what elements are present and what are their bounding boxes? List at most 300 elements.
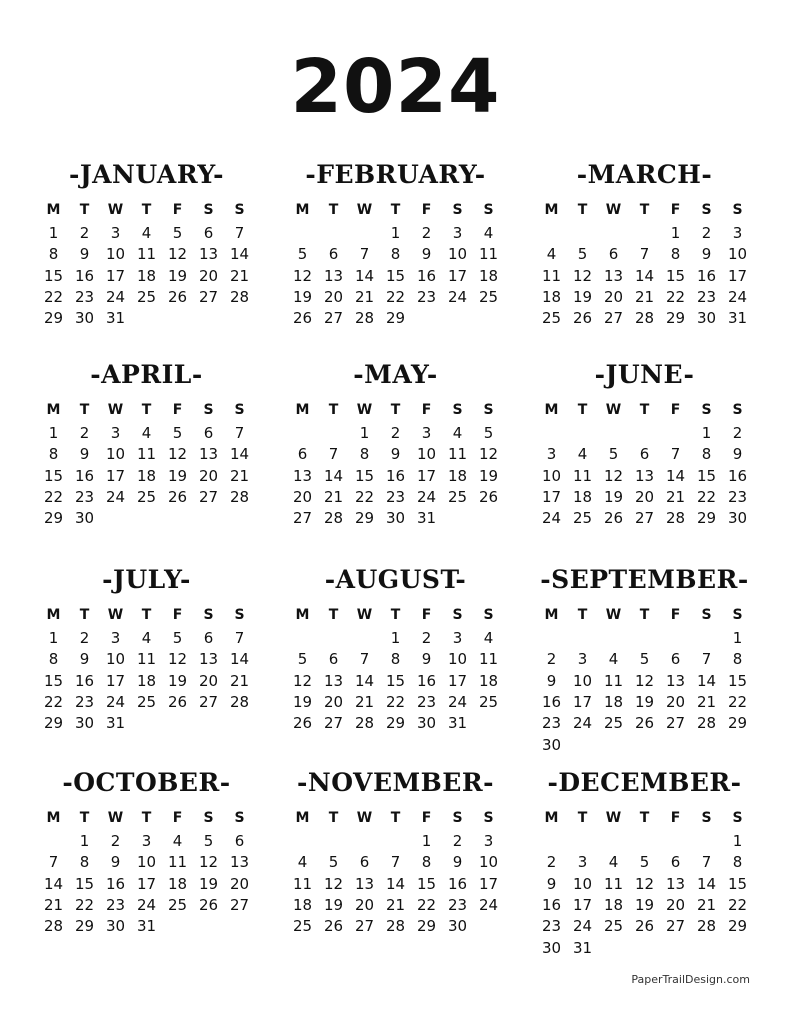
weekday-header: T — [79, 810, 90, 826]
day-cell: 26 — [167, 287, 188, 306]
weekday-header: S — [452, 607, 463, 623]
day-cell: 31 — [136, 917, 157, 936]
day-cell: 21 — [696, 895, 717, 914]
day-cell: 16 — [74, 466, 95, 485]
day-cell: 21 — [354, 287, 375, 306]
day-cell: 15 — [696, 466, 717, 485]
weekday-header: S — [452, 202, 463, 218]
day-cell: 4 — [141, 424, 152, 442]
day-cell: 2 — [701, 224, 712, 242]
day-cell: 5 — [172, 629, 183, 647]
weekday-header: T — [577, 607, 588, 623]
day-cell: 9 — [79, 650, 90, 669]
day-cell: 28 — [354, 714, 375, 733]
day-cell: 15 — [43, 671, 64, 690]
day-cell: 17 — [136, 874, 157, 893]
day-cell: 14 — [43, 874, 64, 893]
day-cell: 16 — [74, 671, 95, 690]
weekday-header: T — [328, 607, 339, 623]
day-cell: 13 — [603, 266, 624, 285]
day-cell: 16 — [447, 874, 468, 893]
day-cell: 31 — [727, 309, 748, 328]
day-cell: 21 — [696, 692, 717, 711]
weekday-header: S — [234, 607, 245, 623]
day-cell: 5 — [172, 224, 183, 242]
day-cell: 20 — [198, 671, 219, 690]
day-cell: 4 — [577, 445, 588, 464]
day-cell: 1 — [48, 629, 59, 647]
day-cell: 23 — [541, 917, 562, 936]
day-cell: 19 — [292, 692, 313, 711]
day-cell: 26 — [292, 714, 313, 733]
day-cell: 5 — [608, 445, 619, 464]
day-cell: 5 — [328, 853, 339, 872]
weekday-header: S — [732, 607, 743, 623]
day-cell: 9 — [421, 245, 432, 264]
day-cell: 12 — [167, 650, 188, 669]
day-cell: 8 — [79, 853, 90, 872]
weekday-header: T — [390, 402, 401, 418]
day-cell: 17 — [478, 874, 499, 893]
weekday-header: S — [452, 402, 463, 418]
day-cell: 15 — [727, 671, 748, 690]
day-cell: 12 — [292, 266, 313, 285]
day-cell: 24 — [447, 692, 468, 711]
day-cell: 3 — [141, 832, 152, 850]
day-cell: 14 — [354, 266, 375, 285]
weekday-header: S — [203, 810, 214, 826]
day-cell: 25 — [603, 917, 624, 936]
weekday-header: S — [701, 810, 712, 826]
day-cell: 7 — [670, 445, 681, 464]
day-cell: 3 — [110, 424, 121, 442]
day-cell: 19 — [478, 466, 499, 485]
day-cell: 28 — [665, 509, 686, 528]
day-cell: 20 — [198, 466, 219, 485]
day-cell: 24 — [727, 287, 748, 306]
day-cell: 4 — [141, 629, 152, 647]
day-cell: 30 — [541, 735, 562, 754]
day-cell: 25 — [478, 287, 499, 306]
day-cell: 7 — [234, 629, 245, 647]
day-cell: 11 — [478, 650, 499, 669]
day-cell: 21 — [634, 287, 655, 306]
month-title: -SEPTEMBER- — [540, 565, 749, 594]
day-cell: 14 — [634, 266, 655, 285]
day-cell: 3 — [732, 224, 743, 242]
day-cell: 13 — [229, 853, 250, 872]
day-cell: 16 — [74, 266, 95, 285]
day-cell: 19 — [292, 287, 313, 306]
day-cell: 15 — [385, 266, 406, 285]
day-cell: 10 — [416, 445, 437, 464]
day-cell: 8 — [670, 245, 681, 264]
day-cell: 24 — [105, 487, 126, 506]
day-cell: 14 — [323, 466, 344, 485]
day-cell: 22 — [385, 692, 406, 711]
weekday-header: T — [141, 607, 152, 623]
day-cell: 10 — [136, 853, 157, 872]
weekday-header: F — [421, 607, 432, 623]
day-cell: 10 — [447, 650, 468, 669]
day-cell: 25 — [447, 487, 468, 506]
day-cell: 3 — [421, 424, 432, 442]
day-cell: 17 — [416, 466, 437, 485]
day-cell: 9 — [701, 245, 712, 264]
day-cell: 25 — [292, 917, 313, 936]
day-cell: 2 — [79, 629, 90, 647]
day-cell: 9 — [452, 853, 463, 872]
day-cell: 13 — [354, 874, 375, 893]
day-cell: 22 — [43, 487, 64, 506]
day-cell: 29 — [696, 509, 717, 528]
day-cell: 7 — [639, 245, 650, 264]
weekday-header: S — [701, 202, 712, 218]
day-cell: 30 — [696, 309, 717, 328]
day-cell: 6 — [639, 445, 650, 464]
day-cell: 14 — [229, 445, 250, 464]
day-cell: 31 — [416, 509, 437, 528]
month-title: -MARCH- — [576, 160, 713, 189]
weekday-header: F — [172, 202, 183, 218]
day-cell: 1 — [390, 629, 401, 647]
day-cell: 22 — [727, 692, 748, 711]
day-cell: 7 — [359, 650, 370, 669]
weekday-header: S — [483, 202, 494, 218]
day-cell: 18 — [572, 487, 593, 506]
day-cell: 16 — [727, 466, 748, 485]
day-cell: 6 — [328, 245, 339, 264]
day-cell: 24 — [416, 487, 437, 506]
day-cell: 10 — [447, 245, 468, 264]
day-cell: 9 — [421, 650, 432, 669]
day-cell: 21 — [665, 487, 686, 506]
day-cell: 16 — [105, 874, 126, 893]
day-cell: 10 — [105, 650, 126, 669]
day-cell: 11 — [447, 445, 468, 464]
day-cell: 6 — [203, 424, 214, 442]
month-title: -JULY- — [102, 565, 191, 594]
day-cell: 4 — [546, 245, 557, 264]
day-cell: 1 — [48, 424, 59, 442]
weekday-header: W — [356, 402, 373, 418]
day-cell: 12 — [292, 671, 313, 690]
day-cell: 7 — [234, 424, 245, 442]
day-cell: 2 — [110, 832, 121, 850]
month-title: -APRIL- — [90, 360, 203, 389]
day-cell: 30 — [105, 917, 126, 936]
day-cell: 24 — [541, 509, 562, 528]
weekday-header: T — [141, 402, 152, 418]
day-cell: 18 — [541, 287, 562, 306]
day-cell: 4 — [452, 424, 463, 442]
day-cell: 29 — [416, 917, 437, 936]
day-cell: 20 — [323, 287, 344, 306]
day-cell: 18 — [478, 266, 499, 285]
day-cell: 20 — [292, 487, 313, 506]
day-cell: 23 — [74, 487, 95, 506]
day-cell: 26 — [323, 917, 344, 936]
day-cell: 25 — [136, 287, 157, 306]
day-cell: 15 — [665, 266, 686, 285]
day-cell: 10 — [541, 466, 562, 485]
weekday-header: S — [483, 810, 494, 826]
day-cell: 31 — [105, 714, 126, 733]
weekday-header: F — [670, 607, 681, 623]
day-cell: 19 — [603, 487, 624, 506]
day-cell: 17 — [541, 487, 562, 506]
day-cell: 26 — [292, 309, 313, 328]
day-cell: 28 — [385, 917, 406, 936]
day-cell: 3 — [546, 445, 557, 464]
day-cell: 21 — [354, 692, 375, 711]
day-cell: 29 — [727, 714, 748, 733]
day-cell: 28 — [634, 309, 655, 328]
weekday-header: M — [544, 202, 559, 218]
day-cell: 15 — [385, 671, 406, 690]
day-cell: 7 — [234, 224, 245, 242]
weekday-header: W — [356, 202, 373, 218]
day-cell: 22 — [74, 895, 95, 914]
weekday-header: T — [390, 607, 401, 623]
day-cell: 1 — [732, 629, 743, 647]
weekday-header: W — [356, 810, 373, 826]
day-cell: 8 — [701, 445, 712, 464]
day-cell: 24 — [105, 692, 126, 711]
day-cell: 12 — [603, 466, 624, 485]
weekday-header: S — [732, 810, 743, 826]
month-title: -DECEMBER- — [547, 768, 742, 797]
weekday-header: T — [79, 202, 90, 218]
day-cell: 7 — [390, 853, 401, 872]
day-cell: 13 — [198, 245, 219, 264]
day-cell: 22 — [43, 692, 64, 711]
day-cell: 31 — [105, 309, 126, 328]
day-cell: 12 — [634, 671, 655, 690]
day-cell: 1 — [701, 424, 712, 442]
day-cell: 24 — [478, 895, 499, 914]
day-cell: 15 — [43, 466, 64, 485]
day-cell: 6 — [608, 245, 619, 264]
weekday-header: W — [107, 202, 124, 218]
weekday-header: T — [79, 607, 90, 623]
day-cell: 20 — [665, 895, 686, 914]
weekday-header: T — [577, 402, 588, 418]
day-cell: 27 — [198, 692, 219, 711]
day-cell: 19 — [198, 874, 219, 893]
day-cell: 30 — [74, 714, 95, 733]
day-cell: 11 — [572, 466, 593, 485]
day-cell: 24 — [136, 895, 157, 914]
weekday-header: T — [141, 202, 152, 218]
day-cell: 22 — [385, 287, 406, 306]
day-cell: 8 — [390, 245, 401, 264]
day-cell: 14 — [229, 650, 250, 669]
day-cell: 22 — [354, 487, 375, 506]
day-cell: 11 — [136, 245, 157, 264]
day-cell: 11 — [541, 266, 562, 285]
weekday-header: M — [46, 402, 61, 418]
day-cell: 21 — [323, 487, 344, 506]
day-cell: 23 — [74, 692, 95, 711]
day-cell: 31 — [447, 714, 468, 733]
day-cell: 18 — [136, 266, 157, 285]
weekday-header: T — [390, 810, 401, 826]
day-cell: 19 — [167, 466, 188, 485]
weekday-header: F — [421, 810, 432, 826]
day-cell: 25 — [136, 487, 157, 506]
day-cell: 17 — [447, 671, 468, 690]
day-cell: 19 — [634, 692, 655, 711]
day-cell: 10 — [572, 874, 593, 893]
year-title: 2024 — [290, 44, 501, 130]
day-cell: 8 — [48, 650, 59, 669]
day-cell: 11 — [167, 853, 188, 872]
day-cell: 17 — [447, 266, 468, 285]
weekday-header: T — [79, 402, 90, 418]
weekday-header: M — [295, 607, 310, 623]
day-cell: 13 — [198, 650, 219, 669]
day-cell: 1 — [421, 832, 432, 850]
weekday-header: S — [234, 810, 245, 826]
day-cell: 6 — [297, 445, 308, 464]
day-cell: 16 — [696, 266, 717, 285]
credit-text: PaperTrailDesign.com — [631, 973, 750, 986]
day-cell: 27 — [229, 895, 250, 914]
weekday-header: T — [328, 202, 339, 218]
weekday-header: W — [107, 810, 124, 826]
day-cell: 9 — [390, 445, 401, 464]
day-cell: 21 — [385, 895, 406, 914]
day-cell: 20 — [634, 487, 655, 506]
day-cell: 23 — [696, 287, 717, 306]
day-cell: 27 — [634, 509, 655, 528]
day-cell: 29 — [385, 714, 406, 733]
day-cell: 24 — [447, 287, 468, 306]
day-cell: 12 — [198, 853, 219, 872]
day-cell: 15 — [74, 874, 95, 893]
day-cell: 29 — [43, 509, 64, 528]
day-cell: 30 — [385, 509, 406, 528]
day-cell: 29 — [43, 714, 64, 733]
day-cell: 8 — [48, 245, 59, 264]
day-cell: 7 — [701, 650, 712, 669]
weekday-header: T — [390, 202, 401, 218]
month-title: -FEBRUARY- — [305, 160, 486, 189]
day-cell: 23 — [541, 714, 562, 733]
weekday-header: W — [605, 810, 622, 826]
day-cell: 20 — [665, 692, 686, 711]
day-cell: 22 — [727, 895, 748, 914]
day-cell: 5 — [297, 245, 308, 264]
day-cell: 2 — [79, 424, 90, 442]
weekday-header: T — [639, 810, 650, 826]
weekday-header: S — [701, 607, 712, 623]
month-title: -JANUARY- — [68, 160, 225, 189]
day-cell: 26 — [167, 487, 188, 506]
weekday-header: F — [172, 402, 183, 418]
day-cell: 13 — [665, 671, 686, 690]
day-cell: 25 — [572, 509, 593, 528]
day-cell: 3 — [577, 650, 588, 669]
day-cell: 7 — [48, 853, 59, 872]
day-cell: 30 — [541, 938, 562, 957]
weekday-header: M — [544, 607, 559, 623]
day-cell: 29 — [385, 309, 406, 328]
weekday-header: T — [328, 402, 339, 418]
weekday-header: F — [421, 202, 432, 218]
day-cell: 23 — [727, 487, 748, 506]
day-cell: 22 — [43, 287, 64, 306]
day-cell: 15 — [727, 874, 748, 893]
day-cell: 1 — [732, 832, 743, 850]
day-cell: 25 — [541, 309, 562, 328]
day-cell: 20 — [198, 266, 219, 285]
day-cell: 8 — [48, 445, 59, 464]
day-cell: 5 — [297, 650, 308, 669]
day-cell: 13 — [198, 445, 219, 464]
weekday-header: W — [356, 607, 373, 623]
day-cell: 12 — [167, 445, 188, 464]
day-cell: 18 — [447, 466, 468, 485]
day-cell: 2 — [452, 832, 463, 850]
day-cell: 3 — [452, 629, 463, 647]
day-cell: 21 — [43, 895, 64, 914]
day-cell: 24 — [572, 714, 593, 733]
weekday-header: S — [203, 607, 214, 623]
weekday-header: S — [234, 402, 245, 418]
day-cell: 2 — [421, 224, 432, 242]
day-cell: 2 — [390, 424, 401, 442]
day-cell: 8 — [390, 650, 401, 669]
weekday-header: T — [639, 402, 650, 418]
day-cell: 18 — [603, 692, 624, 711]
day-cell: 23 — [447, 895, 468, 914]
day-cell: 18 — [167, 874, 188, 893]
weekday-header: F — [670, 810, 681, 826]
day-cell: 25 — [603, 714, 624, 733]
day-cell: 8 — [732, 650, 743, 669]
day-cell: 18 — [136, 466, 157, 485]
day-cell: 20 — [603, 287, 624, 306]
day-cell: 25 — [478, 692, 499, 711]
day-cell: 29 — [43, 309, 64, 328]
day-cell: 27 — [354, 917, 375, 936]
day-cell: 30 — [74, 309, 95, 328]
day-cell: 12 — [634, 874, 655, 893]
day-cell: 1 — [79, 832, 90, 850]
day-cell: 16 — [416, 671, 437, 690]
day-cell: 14 — [229, 245, 250, 264]
weekday-header: F — [670, 202, 681, 218]
day-cell: 26 — [634, 917, 655, 936]
day-cell: 5 — [483, 424, 494, 442]
day-cell: 2 — [732, 424, 743, 442]
day-cell: 10 — [727, 245, 748, 264]
weekday-header: M — [46, 607, 61, 623]
day-cell: 16 — [416, 266, 437, 285]
day-cell: 24 — [572, 917, 593, 936]
day-cell: 26 — [478, 487, 499, 506]
day-cell: 17 — [105, 671, 126, 690]
day-cell: 3 — [110, 224, 121, 242]
day-cell: 19 — [167, 266, 188, 285]
day-cell: 27 — [603, 309, 624, 328]
weekday-header: S — [483, 607, 494, 623]
day-cell: 10 — [572, 671, 593, 690]
weekday-header: T — [141, 810, 152, 826]
day-cell: 26 — [572, 309, 593, 328]
